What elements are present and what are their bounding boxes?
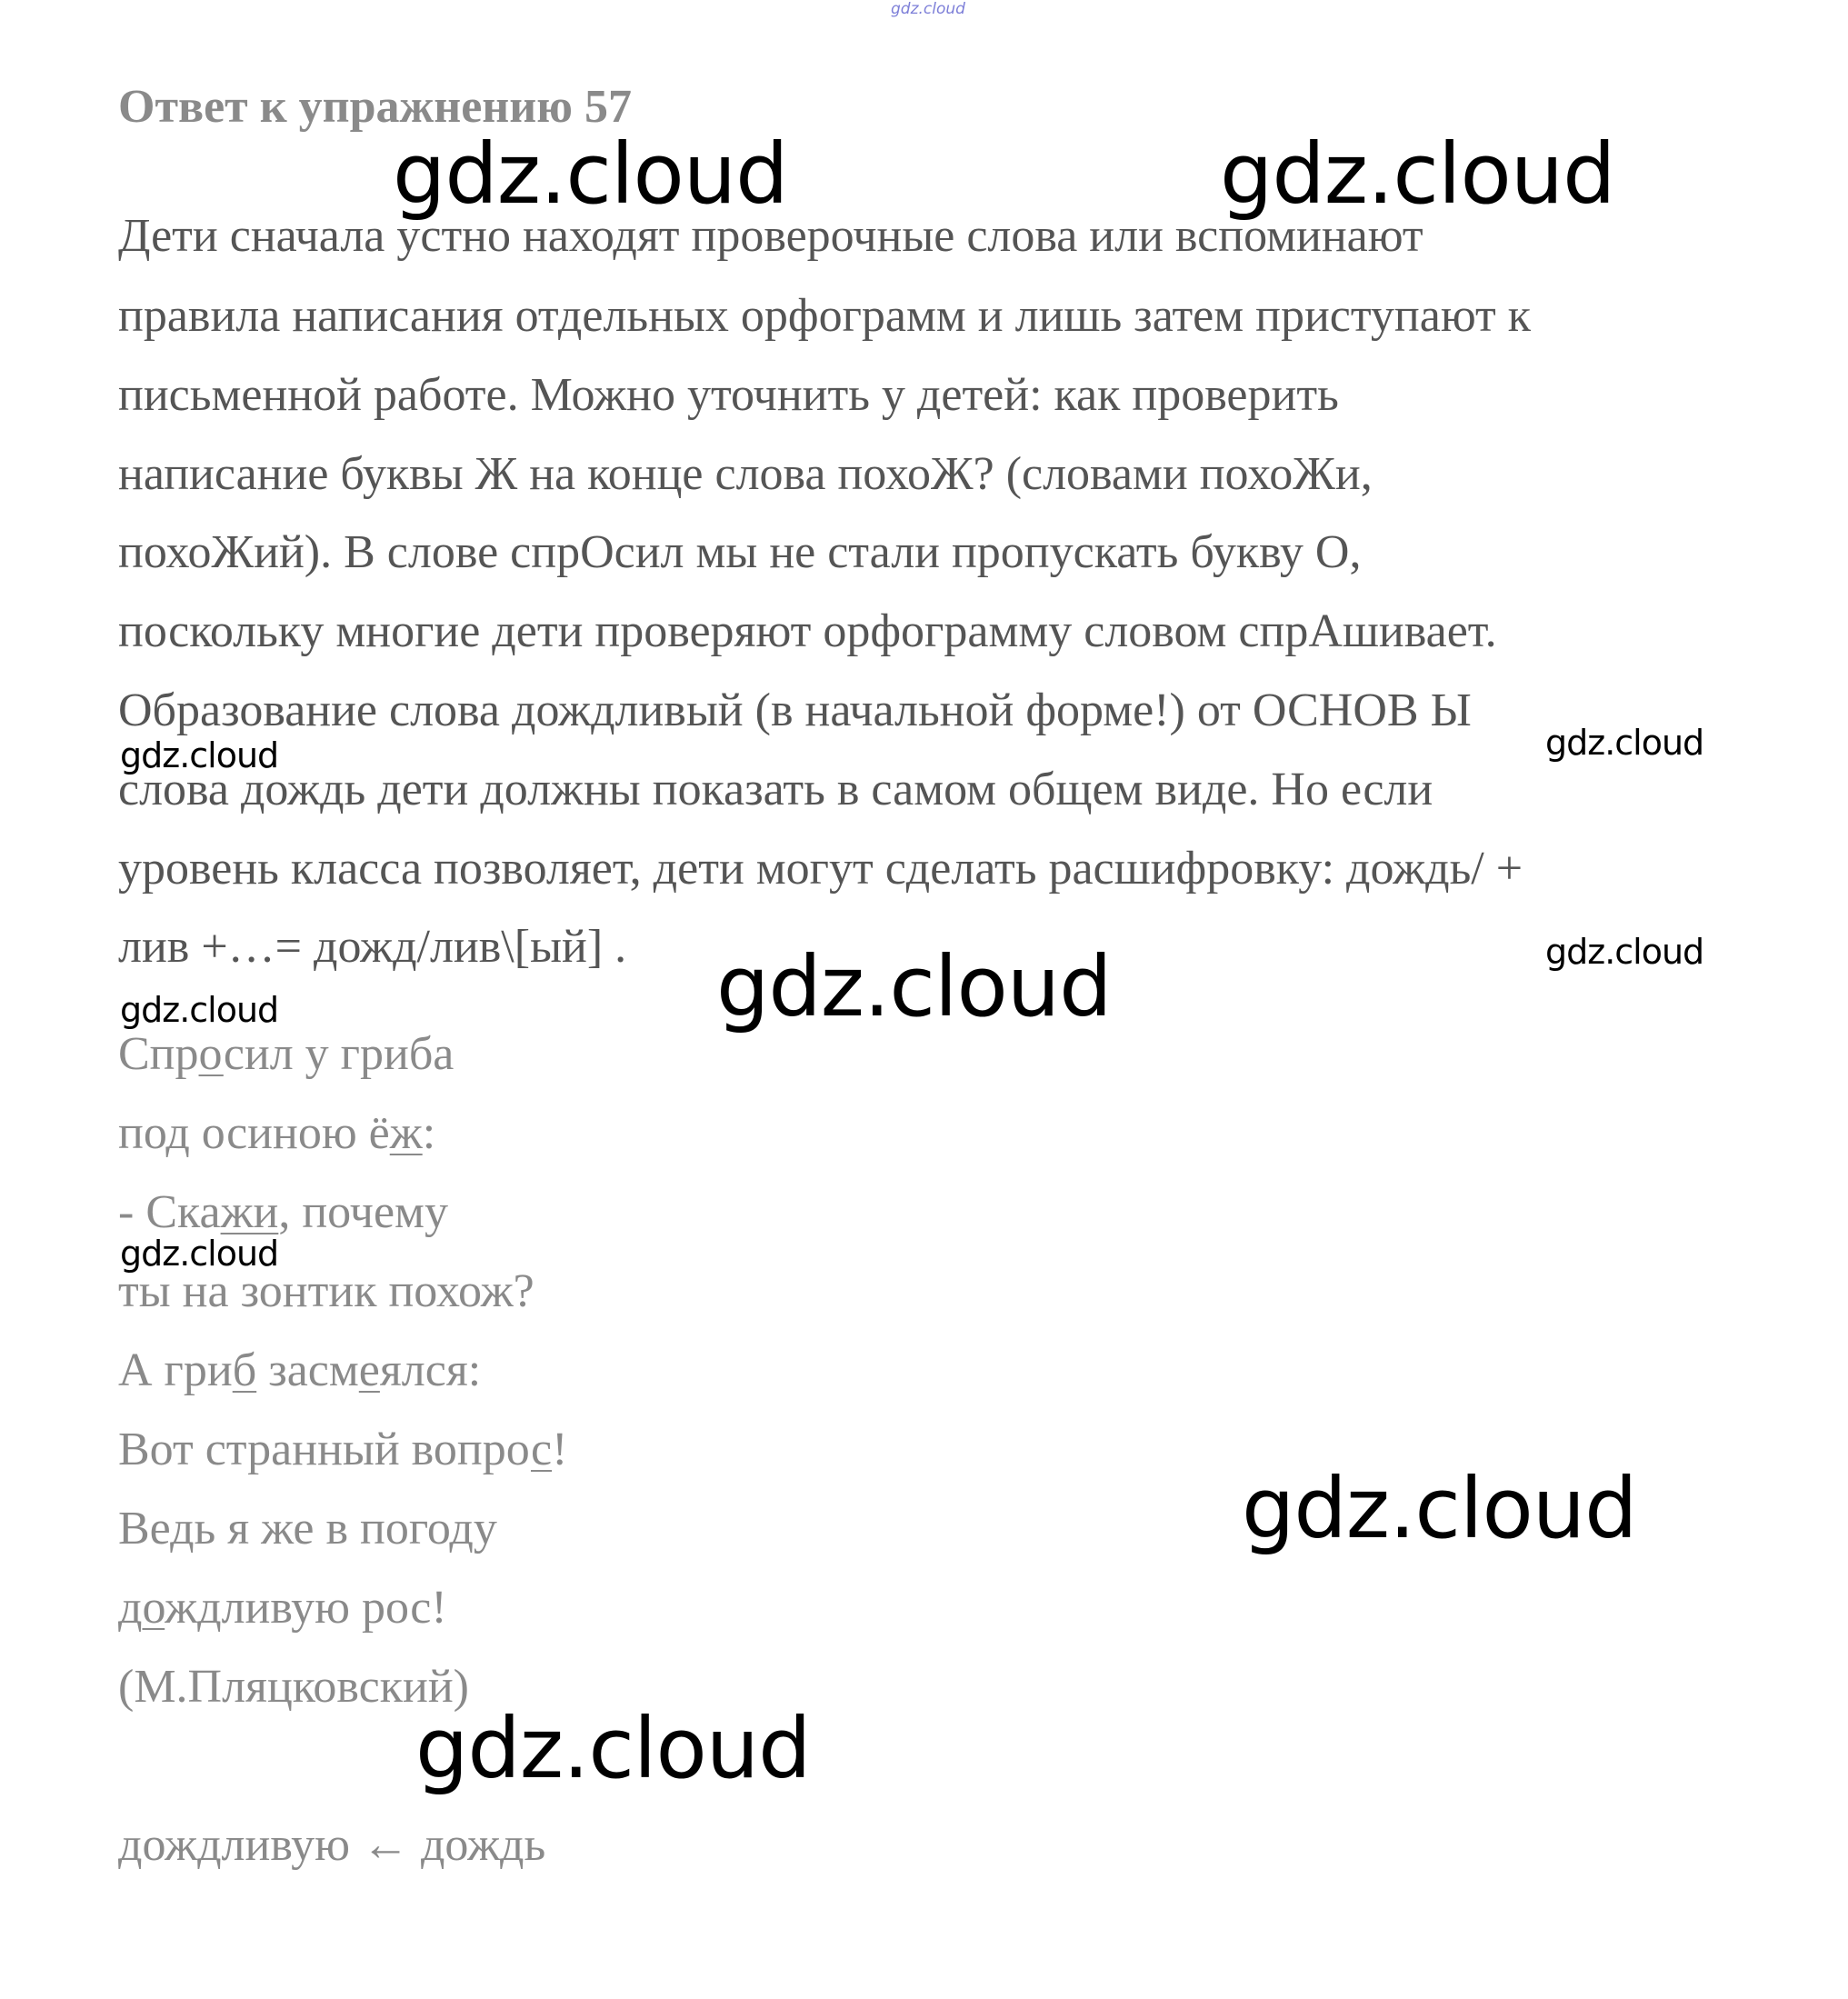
body-line-3: письменной работе. Можно уточнить у детей: как проверить bbox=[118, 369, 1339, 421]
body-line-6: поскольку многие дети проверяют орфограмму словом спрАшивает. bbox=[118, 605, 1497, 657]
poem-line-7: Ведь я же в погоду bbox=[118, 1503, 497, 1554]
watermark-small-1: gdz.cloud bbox=[120, 735, 279, 775]
poem-line-8: дождливую рос! bbox=[118, 1582, 447, 1634]
poem-line-3: - Скажи, почему bbox=[118, 1186, 448, 1238]
watermark-small-4: gdz.cloud bbox=[120, 990, 279, 1030]
watermark-large-3: gdz.cloud bbox=[716, 938, 1112, 1035]
poem-line-2: под осиною ёж: bbox=[118, 1107, 436, 1159]
poem-line-6: Вот странный вопрос! bbox=[118, 1424, 568, 1475]
watermark-small-3: gdz.cloud bbox=[1545, 932, 1704, 972]
poem-line-1: Спросил у гриба bbox=[118, 1028, 455, 1080]
body-line-1: Дети сначала устно находят проверочные слова или вспоминают bbox=[118, 210, 1423, 262]
body-line-10: лив +…= дожд/лив\[ый] . bbox=[118, 921, 627, 973]
body-line-4: написание буквы Ж на конце слова похоЖ? (словами похоЖи, bbox=[118, 448, 1373, 500]
watermark-large-1: gdz.cloud bbox=[393, 125, 788, 223]
poem-line-4: ты на зонтик похож? bbox=[118, 1265, 534, 1317]
poem-line-5: А гриб засмеялся: bbox=[118, 1344, 482, 1396]
footer-line: дождливую ← дождь bbox=[118, 1819, 546, 1871]
body-line-8: слова дождь дети должны показать в самом общем виде. Но если bbox=[118, 764, 1433, 815]
exercise-heading: Ответ к упражнению 57 bbox=[118, 81, 632, 133]
poem-author: (М.Пляцковский) bbox=[118, 1661, 469, 1713]
body-line-2: правила написания отдельных орфограмм и лишь затем приступают к bbox=[118, 290, 1531, 342]
watermark-large-5: gdz.cloud bbox=[415, 1700, 811, 1797]
watermark-small-2: gdz.cloud bbox=[1545, 723, 1704, 763]
watermark-small-5: gdz.cloud bbox=[120, 1234, 279, 1274]
body-line-5: похоЖий). В слове спрОсил мы не стали пропускать букву О, bbox=[118, 526, 1362, 578]
watermark-large-2: gdz.cloud bbox=[1220, 125, 1615, 223]
body-line-9: уровень класса позволяет, дети могут сделать расшифровку: дождь/ + bbox=[118, 843, 1523, 895]
body-line-7: Образование слова дождливый (в начальной форме!) от ОСНОВ Ы bbox=[118, 685, 1472, 736]
watermark-large-4: gdz.cloud bbox=[1242, 1460, 1637, 1557]
top-watermark: gdz.cloud bbox=[891, 0, 965, 18]
